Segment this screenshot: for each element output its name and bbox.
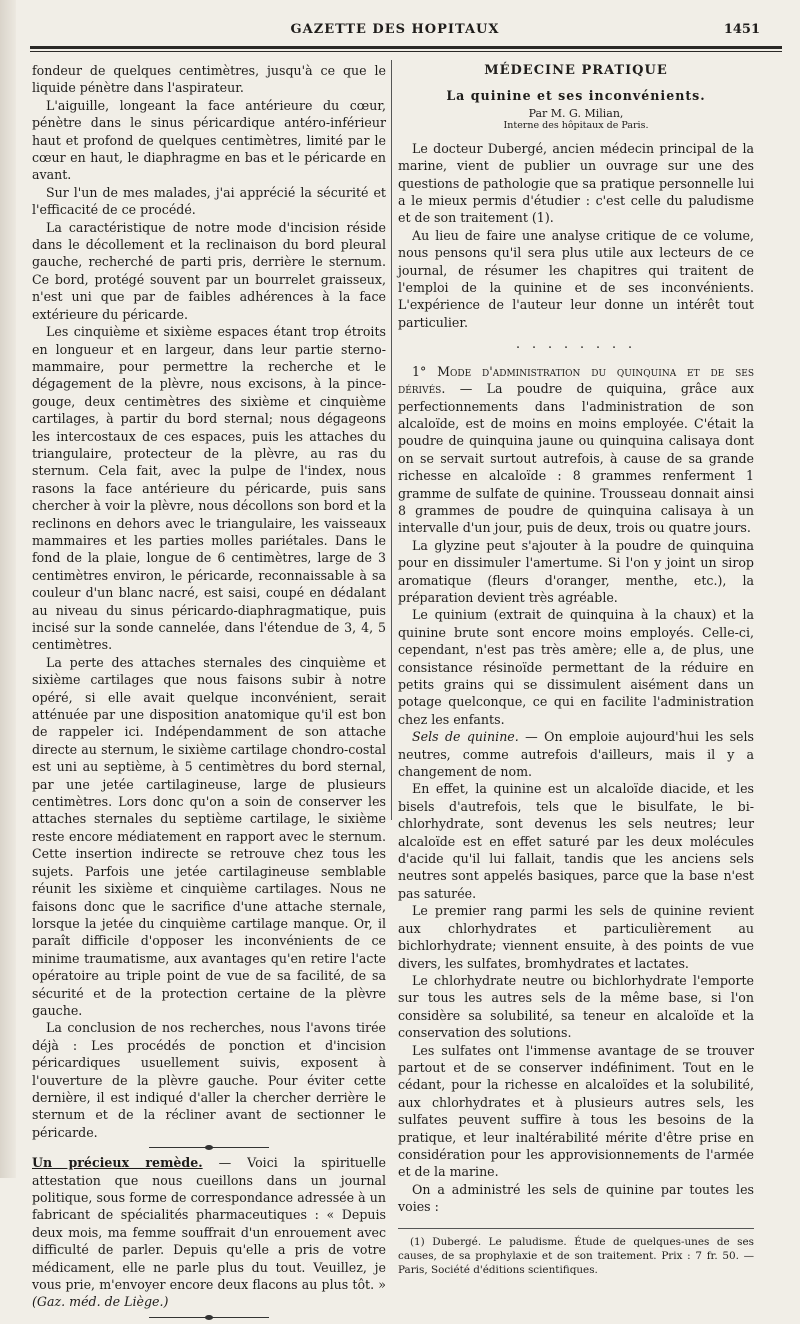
section-title: MÉDECINE PRATIQUE bbox=[484, 63, 668, 78]
subsection-body: — On emploie aujourd'hui les sels neutres, comme autrefois d'ailleurs, mais il y a changement de nom. bbox=[398, 729, 754, 780]
footnote: (1) Dubergé. Le paludisme. Étude de quelques-unes de ses causes, de sa prophylaxie et de son traitement. Prix : 7 fr. 50. — Paris, Société d'éditions scientifiques. bbox=[398, 1235, 754, 1276]
paragraph: Le chlorhydrate neutre ou bichlorhydrate l'emporte sur tous les autres sels de la même base, si l'on considère sa solubilité, sa teneur en alcaloïde et la conservation des solutions. bbox=[398, 972, 754, 1041]
paragraph: La caractéristique de notre mode d'incision réside dans le décollement et la reclinaison du bord pleural gauche, recherché de parti pris, derrière le sternum. Ce bord, protégé souvent par un bourrelet graisseux, n'est uni que par de faibles adhérences à la face extérieure du péricarde. bbox=[32, 219, 386, 322]
paragraph: Au lieu de faire une analyse critique de ce volume, nous pensons qu'il sera plus utile aux lecteurs de ce journal, de résumer les chapitres qui traitent de l'emploi de la quinine et de ses inconvénients. L'expérience de l'auteur leur donne un intérêt tout particulier. bbox=[398, 227, 754, 330]
paragraph: Le quinium (extrait de quinquina à la chaux) et la quinine brute sont encore moins employés. Celle-ci, cependant, n'est pas très amère; elle a, de plus, une consistance résinoïde permettant de la réduire en petits grains qui se dissimulent aisément dans un potage quelconque, ce qui en facilite l'administration chez les enfants. bbox=[398, 607, 754, 727]
header-rule-thin bbox=[30, 51, 782, 52]
ellipsis-separator: . . . . . . . . bbox=[515, 336, 637, 352]
page-number: 1451 bbox=[723, 22, 760, 37]
paragraph: La perte des attaches sternales des cinquième et sixième cartilages que nous faisons subir à notre opéré, si elle avait quelque inconvénient, serait atténuée par une disposition anatomique qu'il est bon de rappeler ici. Indépendamment de son attache directe au sternum, le sixième cartilage chondro-costal est uni au septième, à 5 centimètres du bord sternal, par une jetée cartilagineuse, large de plusieurs centimètres. Lors donc qu'on a soin de conserver les attaches sternales du septième cartilage, le sixième reste encore médiatement en rapport avec le sternum. Cette insertion indirecte se retrouve chez tous les sujets. Parfois une jetée cartilagineuse semblable réunit les sixième et cinquième cartilages. Nous ne faisons donc que le sacrifice d'une attache sternale, lorsque la jetée du cinquième cartilage manque. Or, il paraît difficile d'opposer les inconvénients de ce minime traumatisme, aux avantages qu'en retire l'acte opératoire au triple point de vue de sa facilité, de sa sécurité et de la protection certaine de la plèvre gauche. bbox=[32, 654, 386, 1018]
header-rule-thick bbox=[30, 46, 782, 49]
notice-title: Un précieux remède. bbox=[32, 1155, 203, 1171]
article-title: La quinine et ses inconvénients. bbox=[446, 88, 706, 104]
paragraph: Le docteur Dubergé, ancien médecin principal de la marine, vient de publier un ouvrage sur une des questions de pathologie que sa pratique personnelle lui a le mieux permis d'étudier : c'est celle du paludisme et de son traitement (1). bbox=[398, 140, 754, 226]
binding-gutter bbox=[0, 0, 16, 1178]
journal-title: GAZETTE DES HOPITAUX bbox=[290, 22, 500, 37]
paragraph: fondeur de quelques centimètres, jusqu'à ce que le liquide pénètre dans l'aspirateur. bbox=[32, 63, 386, 96]
paragraph: La glyzine peut s'ajouter à la poudre de quinquina pour en dissimuler l'amertume. Si l'on y joint un sirop aromatique (fleurs d'oranger, menthe, etc.), la préparation devient très agréable. bbox=[398, 537, 754, 605]
paragraph bbox=[398, 363, 754, 537]
subsection-heading: 1° Mode d'administration du quinquina et de ses dérivés. bbox=[398, 363, 754, 397]
paragraph: La conclusion de nos recherches, nous l'avons tirée déjà : Les procédés de ponction et d'incision péricardiques usuellement suivis, exposent à l'ouverture de la plèvre gauche. Pour éviter cette dernière, il est indiqué d'aller la chercher derrière le sternum et de la récliner avant de sectionner le péricarde. bbox=[32, 1020, 386, 1140]
subsection-body: — La poudre de quiquina, grâce aux perfectionnements dans l'administration de son alcaloïde, est de moins en moins employée. C'était la poudre de quinquina jaune ou quinquina calisaya dont on se servait surtout autrefois, à cause de sa grande richesse en alcaloïde : 8 grammes renferment 1 gramme de sulfate de quinine. Trousseau donnait ainsi 8 grammes de poudre de quinquina calisaya à un intervalle d'un jour, puis de deux, trois ou quatre jours. bbox=[398, 381, 754, 536]
paragraph: Les cinquième et sixième espaces étant trop étroits en longueur et en largeur, dans leur partie sterno-mammaire, pour permettre la recherche et le dégagement de la plèvre, nous excisons, à la pince-gouge, deux centimètres des sixième et cinquième cartilages, à partir du bord sternal; nous dégageons les intercostaux de ces espaces, puis les attaches du triangulaire, protecteur de la plèvre, au ras du sternum. Cela fait, avec la pulpe de l'index, nous rasons la face antérieure du péricarde, puis sans chercher à voir la plèvre, nous décollons son bord et la reclinons en dehors avec le triangulaire, les vaisseaux mammaires et les parties molles pariétales. Dans le fond de la plaie, longue de 6 centimètres, large de 3 centimètres environ, le péricarde, reconnaissable à sa couleur d'un blanc nacré, est saisi, coupé en dédalant au niveau du sinus péricardo-diaphragmatique, puis incisé sur la sonde cannelée, dans l'étendue de 3, 4, 5 centimètres. bbox=[32, 324, 386, 653]
subsection-title: Sels de quinine. bbox=[412, 729, 519, 745]
right-column bbox=[398, 62, 754, 1277]
paragraph: Sur l'un de mes malades, j'ai apprécié la sécurité et l'efficacité de ce procédé. bbox=[32, 184, 386, 218]
ornament-separator bbox=[149, 1317, 269, 1318]
page-header bbox=[30, 22, 760, 46]
paragraph: On a administré les sels de quinine par toutes les voies : bbox=[398, 1181, 754, 1215]
byline-affiliation: Interne des hôpitaux de Paris. bbox=[503, 119, 649, 131]
footnote-rule bbox=[398, 1228, 754, 1229]
paragraph: Les sulfates ont l'immense avantage de se trouver partout et de se conserver indéfiniment. Tout en le cédant, pour la richesse en alcaloïdes et la solubilité, aux chlorhydrates et à plusieurs autres sels, les sulfates peuvent suffire à tous les besoins de la pratique, et leur inaltérabilité mérite d'être prise en considération pour les approvisionnements de l'armée et de la marine. bbox=[398, 1042, 754, 1180]
paragraph bbox=[398, 728, 754, 780]
byline: Par M. G. Milian, bbox=[528, 106, 624, 120]
ornament-separator bbox=[149, 1147, 269, 1148]
paragraph: En effet, la quinine est un alcaloïde diacide, et les bisels d'autrefois, tels que le bisulfate, le bi-chlorhydrate, sont devenus les sels neutres; leur alcaloïde est en effet saturé par les deux molécules d'acide qu'il lui fallait, tandis que les anciens sels neutres sont appelés basiques, parce que la base n'est pas saturée. bbox=[398, 781, 754, 901]
column-separator bbox=[391, 60, 392, 820]
notice-body: — Voici la spirituelle attestation que nous cueillons dans un journal politique, sous forme de correspondance adressée à un fabricant de spécialités pharmaceutiques : « Depuis deux mois, ma femme souffrait d'un enrouement avec difficulté de parler. Depuis qu'elle a pris de votre médicament, elle ne parle plus du tout. Veuillez, je vous prie, m'envoyer encore deux flacons au plus tôt. » bbox=[32, 1155, 386, 1293]
paragraph: L'aiguille, longeant la face antérieure du cœur, pénètre dans le sinus péricardique antéro-inférieur haut et profond de quelques centimètres, limité par le cœur en haut, le diaphragme en bas et le péricarde en avant. bbox=[32, 97, 386, 183]
notice-source: (Gaz. méd. de Liège.) bbox=[32, 1294, 169, 1310]
paragraph: Le premier rang parmi les sels de quinine revient aux chlorhydrates et particulièrement au bichlorhydrate; viennent ensuite, à des points de vue divers, les sulfates, bromhydrates et lactates. bbox=[398, 903, 754, 971]
left-column bbox=[32, 62, 386, 1324]
